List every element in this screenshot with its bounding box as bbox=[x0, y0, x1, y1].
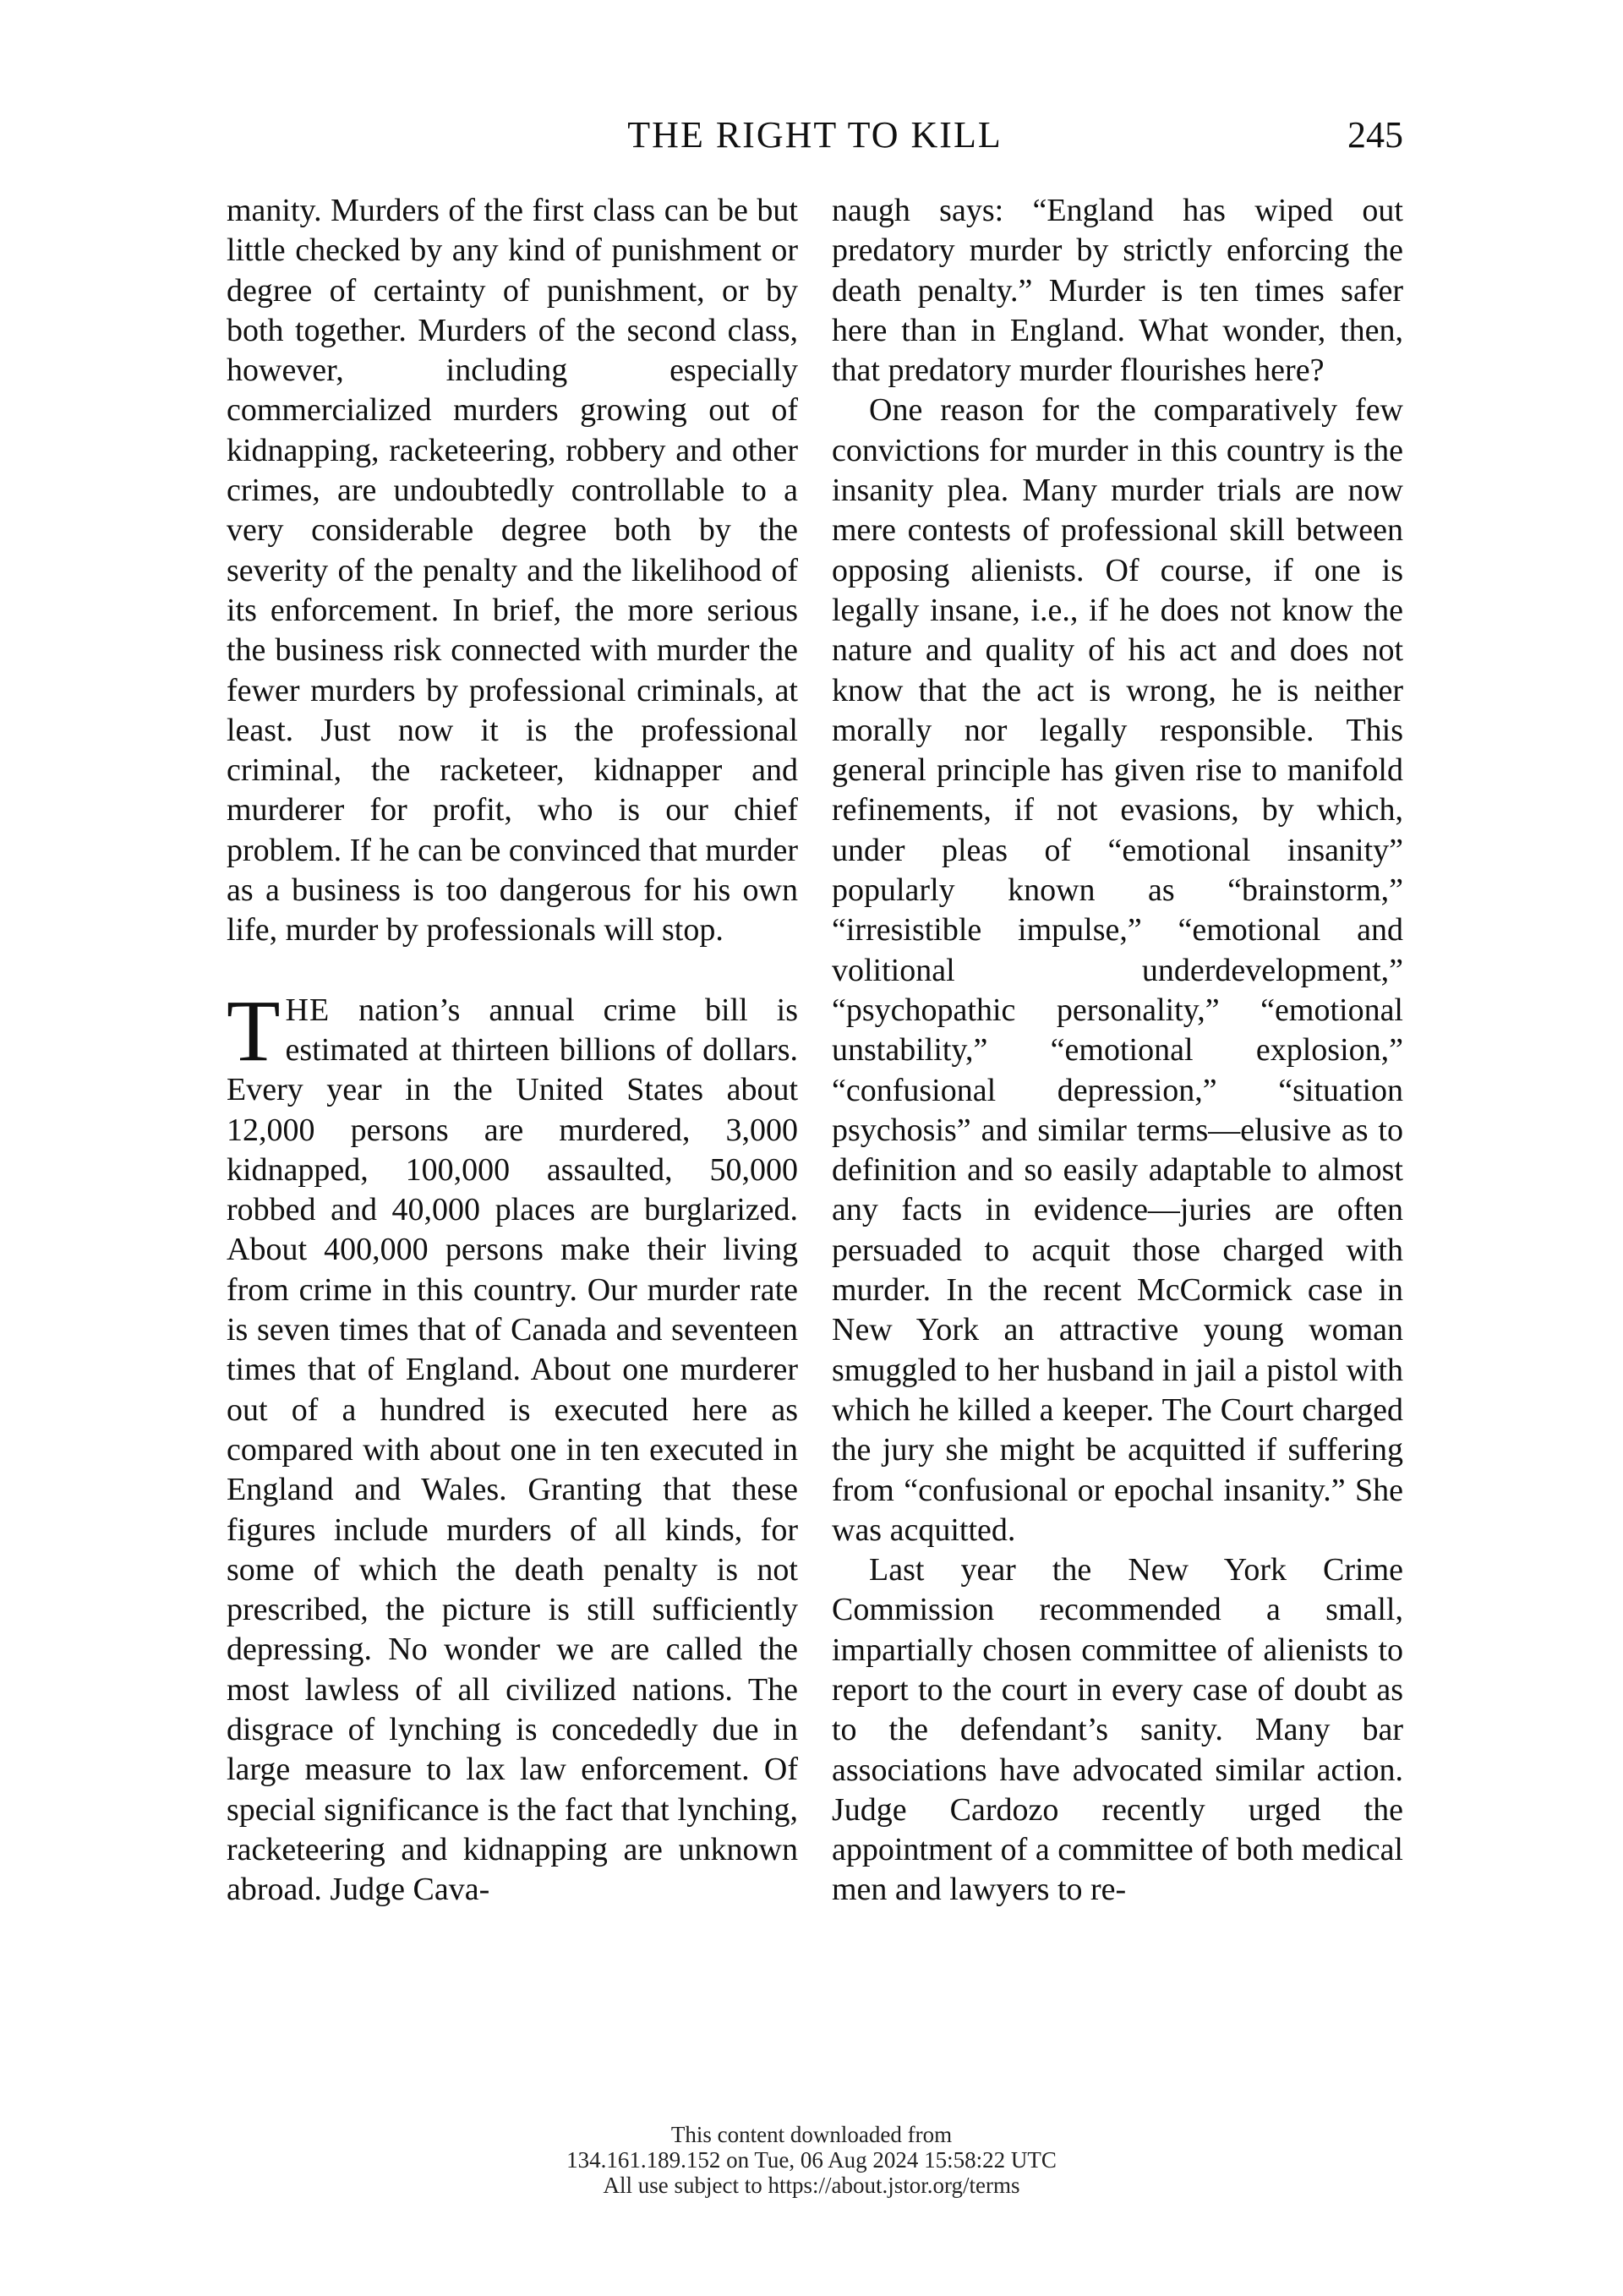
download-notice-line-3: All use subject to https://about.jstor.org/terms bbox=[603, 2173, 1020, 2198]
download-notice-line-1: This content downloaded from bbox=[670, 2122, 953, 2147]
drop-cap: T bbox=[227, 981, 281, 1080]
small-caps-lead: HE bbox=[285, 992, 331, 1028]
right-paragraph-1: naugh says: “England has wiped out predatory murder by strictly enforcing the death penalty.” Murder is ten times safer here than in England. What wonder, then, that predatory murder flourishes here? bbox=[832, 193, 1403, 389]
right-paragraph-3: Last year the New York Crime Commission recommended a small, impartially chosen committee of alienists to report to the court in every case of doubt as to the defendant’s sanity. Many bar associations have advocated similar action. Judge Cardozo recently urged the appointment of a committee of both medical men and lawyers to re- bbox=[832, 1552, 1403, 1908]
running-title: THE RIGHT TO KILL bbox=[627, 114, 1003, 156]
left-paragraph-1: manity. Murders of the first class can be but little checked by any kind of punishment or degree of certainty of punishment, or by both together. Murders of the second class, however, including especially commercialized murders growing out of kidnapping, racketeering, robbery and other crimes, are undoubtedly controllable to a very considerable degree both by the severity of the penalty and the likelihood of its enforcement. In brief, the more serious the business risk connected with murder the fewer murders by professional criminals, at least. Just now it is the professional criminal, the racketeer, kidnapper and murderer for profit, who is our chief problem. If he can be convinced that murder as a business is too dangerous for his own life, murder by professionals will stop. bbox=[227, 193, 798, 948]
download-notice-line-2: 134.161.189.152 on Tue, 06 Aug 2024 15:58:22 UTC bbox=[566, 2147, 1057, 2173]
left-paragraph-2 bbox=[227, 981, 798, 1911]
left-column bbox=[227, 191, 798, 1910]
left-paragraph-2-text: nation’s annual crime bill is estimated at thirteen billions of dollars. Every year in the United States about 12,000 persons are murdered, 3,000 kidnapped, 100,000 assaulted, 50,000 robbed and 40,000 places are burglarized. About 400,000 persons make their living from crime in this country. Our murder rate is seven times that of Canada and seventeen times that of England. About one murderer out of a hundred is executed here as compared with about one in ten executed in England and Wales. Granting that these figures include murders of all kinds, for some of which the death penalty is not prescribed, the picture is still sufficiently depressing. No wonder we are called the most lawless of all civilized nations. The disgrace of lynching is concededly due in large measure to lax law enforcement. Of special significance is the fact that lynching, racketeering and kidnapping are unknown abroad. Judge Cava- bbox=[227, 992, 798, 1908]
right-paragraph-2: One reason for the comparatively few convictions for murder in this country is the insanity plea. Many murder trials are now mere contests of professional skill between opposing alienists. Of course, if one is legally insane, i.e., if he does not know the nature and quality of his act and does not know that the act is wrong, he is neither morally nor legally responsible. This general principle has given rise to manifold refinements, if not evasions, by which, under pleas of “emotional insanity” popularly known as “brainstorm,” “irresistible impulse,” “emotional and volitional underdevelopment,” “psychopathic personality,” “emotional unstability,” “emotional explosion,” “confusional depression,” “situation psychosis” and similar terms—elusive as to definition and so easily adaptable to almost any facts in evidence—juries are often persuaded to acquit those charged with murder. In the recent McCormick case in New York an attractive young woman smuggled to her husband in jail a pistol with which he killed a keeper. The Court charged the jury she might be acquitted if suffering from “confusional or epochal insanity.” She was acquitted. bbox=[832, 392, 1403, 1548]
page-number: 245 bbox=[1347, 114, 1403, 156]
running-head bbox=[227, 112, 1403, 159]
download-notice bbox=[0, 2122, 1623, 2198]
right-column bbox=[832, 191, 1403, 1911]
